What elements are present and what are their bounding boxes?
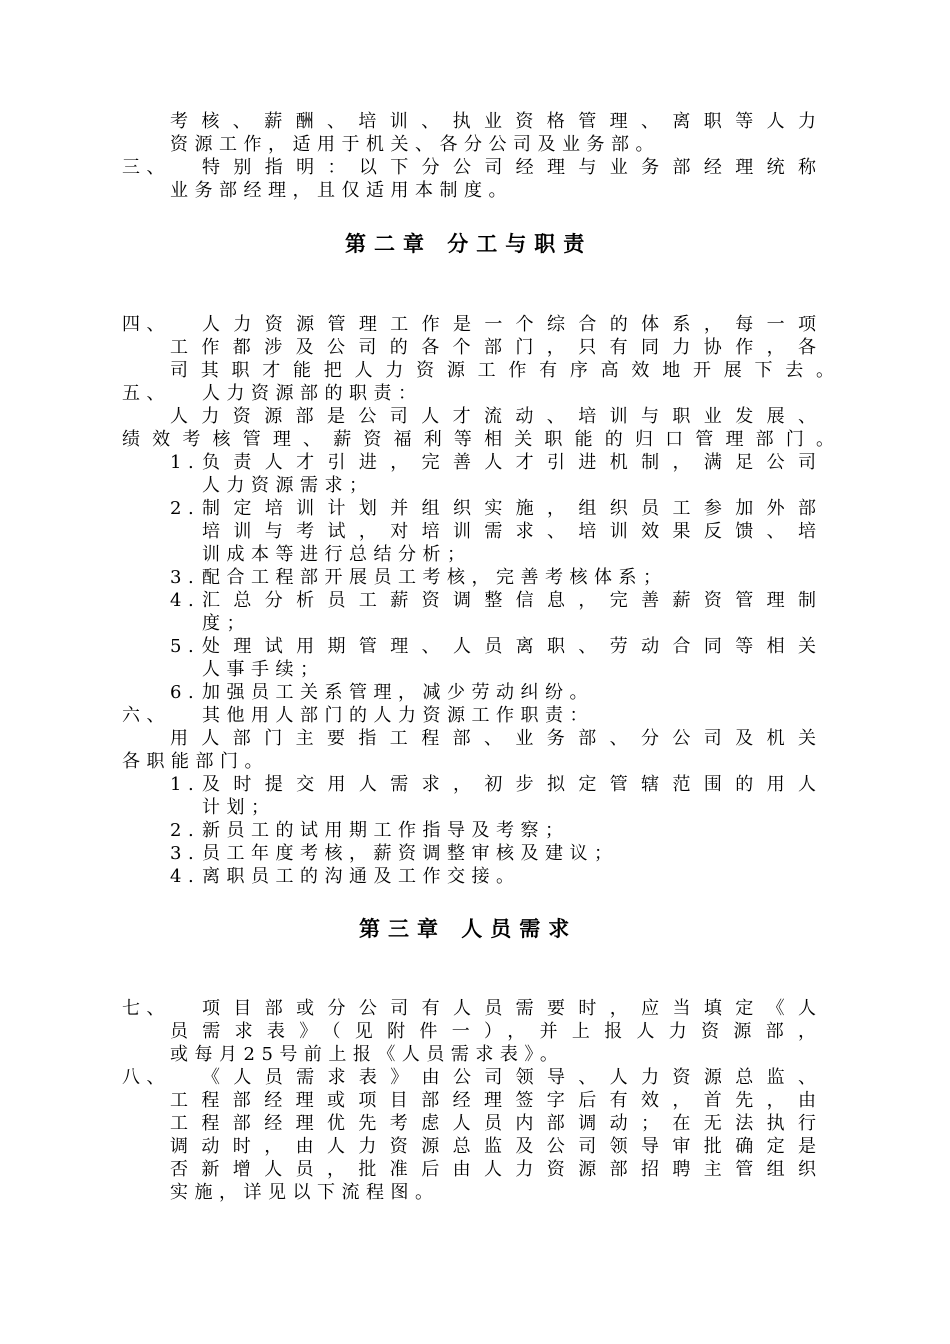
section-5-title: 人力资源部的职责： <box>202 383 423 404</box>
list-item-number: 2. <box>170 820 201 841</box>
section-3-line-2: 业务部经理，且仅适用本制度。 <box>170 180 513 201</box>
section-8-line-6: 实施，详见以下流程图。 <box>170 1182 440 1203</box>
list-item-text: 人事手续； <box>202 659 325 680</box>
list-item-text: 新员工的试用期工作指导及考察； <box>202 820 570 841</box>
list-item-text: 度； <box>202 613 251 634</box>
list-item-number: 4. <box>170 590 201 611</box>
list-item-text: 及时提交用人需求，初步拟定管辖范围的用人 <box>202 774 816 795</box>
section-8-line-1: 《人员需求表》由公司领导、人力资源总监、 <box>202 1067 816 1088</box>
list-item-text: 计划； <box>202 797 276 818</box>
list-item-text: 汇总分析员工薪资调整信息，完善薪资管理制 <box>202 590 816 611</box>
list-item-text: 员工年度考核，薪资调整审核及建议； <box>202 843 619 864</box>
list-item-number: 6. <box>170 682 201 703</box>
section-4-marker: 四、 <box>122 314 171 335</box>
section-4-line-3: 司其职才能把人力资源工作有序高效地开展下去。 <box>170 360 834 381</box>
section-8-line-4: 调动时，由人力资源总监及公司领导审批确定是 <box>170 1136 816 1157</box>
list-item-text: 加强员工关系管理，减少劳动纠纷。 <box>202 682 594 703</box>
section-8-line-2: 工程部经理或项目部经理签字后有效，首先，由 <box>170 1090 816 1111</box>
list-item-number: 4. <box>170 866 201 887</box>
section-3-marker: 三、 <box>122 157 171 178</box>
section-2-line-2: 资源工作，适用于机关、各分公司及业务部。 <box>170 134 660 155</box>
list-item-text: 培训与考试，对培训需求、培训效果反馈、培 <box>202 521 816 542</box>
section-4-line-1: 人力资源管理工作是一个综合的体系，每一项 <box>202 314 816 335</box>
list-item-text: 处理试用期管理、人员离职、劳动合同等相关 <box>202 636 816 657</box>
section-5-para-line-1: 人力资源部是公司人才流动、培训与职业发展、 <box>170 406 816 427</box>
section-6-marker: 六、 <box>122 705 171 726</box>
section-6-para-line-1: 用人部门主要指工程部、业务部、分公司及机关 <box>170 728 816 749</box>
list-item-number: 5. <box>170 636 201 657</box>
list-item-text: 制定培训计划并组织实施，组织员工参加外部 <box>202 498 816 519</box>
section-7-line-1: 项目部或分公司有人员需要时，应当填定《人 <box>202 998 816 1019</box>
list-item-text: 负责人才引进，完善人才引进机制，满足公司 <box>202 452 816 473</box>
list-item-number: 1. <box>170 452 201 473</box>
list-item-number: 3. <box>170 843 201 864</box>
section-5-para-line-2: 绩效考核管理、薪资福利等相关职能的归口管理部门。 <box>122 429 834 450</box>
list-item-text: 离职员工的沟通及工作交接。 <box>202 866 521 887</box>
section-8-marker: 八、 <box>122 1067 171 1088</box>
list-item-text: 人力资源需求； <box>202 475 374 496</box>
section-5-marker: 五、 <box>122 383 171 404</box>
section-4-line-2: 工作都涉及公司的各个部门，只有同力协作，各 <box>170 337 816 358</box>
section-6-para-line-2: 各职能部门。 <box>122 751 269 772</box>
section-3-line-1: 特别指明：以下分公司经理与业务部经理统称 <box>202 157 816 178</box>
section-6-title: 其他用人部门的人力资源工作职责： <box>202 705 594 726</box>
section-8-line-5: 否新增人员，批准后由人力资源部招聘主管组织 <box>170 1159 816 1180</box>
list-item-number: 2. <box>170 498 201 519</box>
list-item-text: 配合工程部开展员工考核，完善考核体系； <box>202 567 668 588</box>
list-item-number: 3. <box>170 567 201 588</box>
section-2-line-1: 考核、薪酬、培训、执业资格管理、离职等人力 <box>170 111 816 132</box>
list-item-number: 1. <box>170 774 201 795</box>
chapter-2-heading: 第二章 分工与职责 <box>345 232 593 256</box>
chapter-3-heading: 第三章 人员需求 <box>359 917 578 941</box>
section-7-line-2: 员需求表》（见附件一），并上报人力资源部， <box>170 1021 816 1042</box>
section-8-line-3: 工程部经理优先考虑人员内部调动；在无法执行 <box>170 1113 816 1134</box>
list-item-text: 训成本等进行总结分析； <box>202 544 472 565</box>
section-7-marker: 七、 <box>122 998 171 1019</box>
section-7-line-3: 或每月25号前上报《人员需求表》。 <box>170 1044 565 1065</box>
